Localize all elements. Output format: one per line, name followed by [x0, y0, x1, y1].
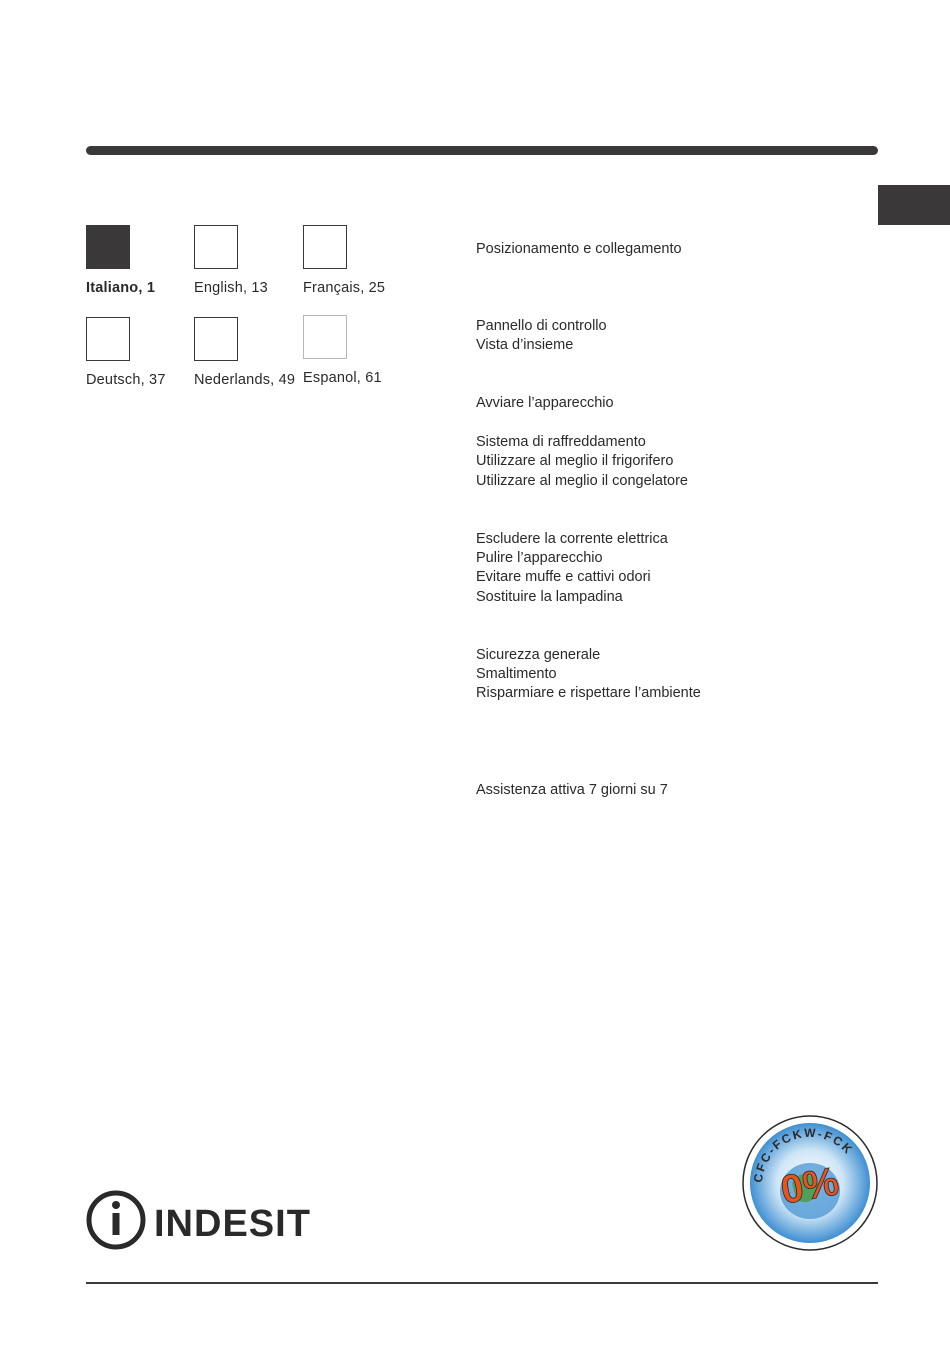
toc-item[interactable]: Pannello di controllo — [476, 318, 607, 334]
toc-item[interactable]: Evitare muffe e cattivi odori — [476, 569, 651, 585]
language-italiano[interactable] — [86, 225, 206, 296]
language-label: Espanol, 61 — [303, 370, 382, 386]
toc-item[interactable]: Risparmiare e rispettare l’ambiente — [476, 685, 701, 701]
language-label: Nederlands, 49 — [194, 372, 296, 388]
language-box — [303, 225, 347, 269]
language-label: Italiano, 1 — [86, 280, 156, 296]
language-box — [86, 317, 130, 361]
toc-item[interactable]: Posizionamento e collegamento — [476, 241, 682, 257]
language-english[interactable] — [194, 225, 314, 296]
toc-item[interactable]: Avviare l’apparecchio — [476, 395, 614, 411]
toc-item[interactable]: Escludere la corrente elettrica — [476, 531, 668, 547]
language-label: Français, 25 — [303, 280, 386, 296]
language-box — [194, 225, 238, 269]
language-espanol[interactable] — [303, 315, 423, 386]
language-deutsch[interactable] — [86, 317, 206, 388]
toc-item[interactable]: Pulire l’apparecchio — [476, 550, 603, 566]
svg-text:CFC-FCKW-FCK: CFC-FCKW-FCK — [750, 1125, 857, 1184]
toc-item[interactable]: Sostituire la lampadina — [476, 589, 623, 605]
bottom-rule — [86, 1282, 878, 1284]
indesit-logo — [86, 1188, 316, 1257]
language-label: Deutsch, 37 — [86, 372, 166, 388]
svg-text:0%: 0% — [777, 1159, 843, 1213]
toc-item[interactable]: Utilizzare al meglio il frigorifero — [476, 453, 674, 469]
language-box — [194, 317, 238, 361]
toc-item[interactable]: Sicurezza generale — [476, 647, 601, 663]
svg-text:INDESIT: INDESIT — [154, 1203, 311, 1245]
toc-item[interactable]: Sistema di raffreddamento — [476, 434, 646, 450]
language-box-filled — [86, 225, 130, 269]
language-box — [303, 315, 347, 359]
cfc-free-badge — [740, 1113, 880, 1258]
toc-item[interactable]: Assistenza attiva 7 giorni su 7 — [476, 782, 668, 798]
top-rule — [86, 146, 878, 155]
language-francais[interactable] — [303, 225, 423, 296]
toc-item[interactable]: Smaltimento — [476, 666, 557, 682]
language-nederlands[interactable] — [194, 317, 314, 388]
section-tab-marker — [878, 185, 950, 225]
toc-item[interactable]: Vista d’insieme — [476, 337, 574, 353]
toc-item[interactable]: Utilizzare al meglio il congelatore — [476, 473, 688, 489]
language-label: English, 13 — [194, 280, 268, 296]
